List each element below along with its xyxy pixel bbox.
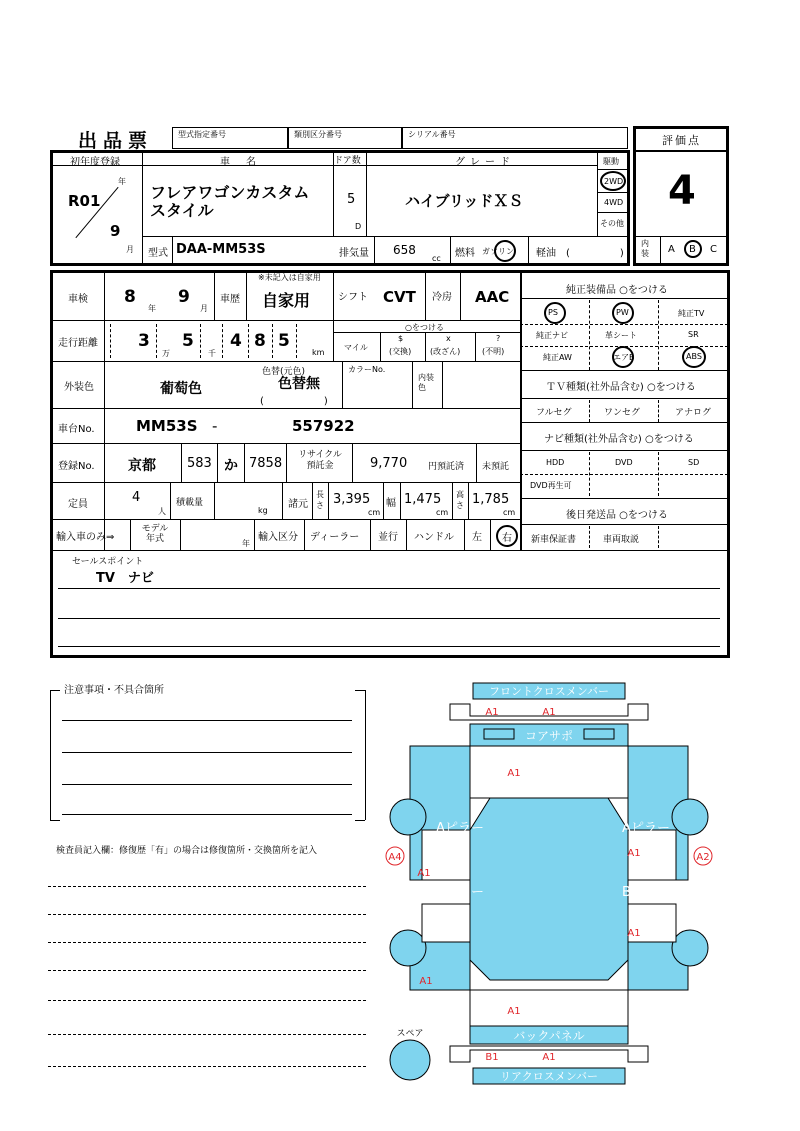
- fuel-gasoline: ガソリン: [482, 247, 514, 256]
- fuel-label: 燃料: [455, 248, 475, 259]
- chassis-prefix: MM53S: [136, 417, 198, 435]
- drive-2wd: 2WD: [604, 177, 624, 186]
- capacity-label: 定員: [68, 499, 88, 510]
- import-parallel: 並行: [378, 532, 398, 543]
- dims-label: 諸元: [288, 499, 308, 510]
- history-note: ※未記入は自家用: [258, 273, 321, 282]
- first-reg-label: 初年度登録: [70, 157, 120, 168]
- reg-number: 7858: [249, 456, 283, 471]
- spare-label: スペア: [396, 1029, 424, 1039]
- mileage-label: 走行距離: [58, 338, 98, 349]
- car-name-label: 車 名: [220, 157, 259, 168]
- mileage-circle-note: ○をつける: [405, 323, 444, 332]
- shift-value: CVT: [383, 288, 416, 306]
- wheel-rear-left: [390, 930, 426, 966]
- mileage-digit-5: 5: [278, 331, 290, 351]
- option-leather: 革シート: [605, 331, 637, 340]
- option-airbag: エアB: [613, 353, 635, 362]
- reg-no-label: 登録No.: [58, 461, 95, 472]
- repaint-value: 色替無: [278, 376, 320, 392]
- wheel-front-left: [390, 799, 426, 835]
- chassis-dash: -: [212, 417, 218, 435]
- mark-engine-room: A1: [507, 768, 521, 779]
- rear-cross-label: リアクロスメンバー: [500, 1070, 598, 1083]
- repaint-label: 色替(元色): [262, 367, 306, 377]
- option-genuine-nav: 純正ナビ: [536, 331, 568, 340]
- inspection-label: 車検: [68, 294, 88, 305]
- length-label: 長さ: [316, 490, 324, 510]
- tv-fullseg: フルセグ: [536, 408, 572, 418]
- mileage-exchange: (交換): [389, 347, 412, 356]
- grade-value: ハイブリッドＸＳ: [405, 192, 524, 210]
- displacement-unit: cc: [432, 254, 441, 263]
- drive-4wd: 4WD: [604, 198, 624, 207]
- b-pillar-right-label: Bピラー: [622, 885, 670, 900]
- tv-title: ＴＶ種類(社外品含む) ○をつける: [546, 382, 696, 393]
- width-unit: cm: [436, 508, 449, 517]
- nav-sd: SD: [688, 458, 700, 467]
- mileage-digit-4: 8: [254, 331, 266, 351]
- handle-right: 右: [502, 533, 512, 544]
- core-support-label: コアサポ: [524, 729, 574, 743]
- sales-point-value: TV ナビ: [96, 571, 154, 586]
- reg-year-unit: 年: [118, 177, 126, 186]
- inspection-month-unit: 月: [200, 304, 208, 313]
- fuel-gasoline-circle: [494, 240, 516, 262]
- reg-month: 9: [110, 222, 121, 240]
- capacity-value: 4: [132, 490, 141, 505]
- nav-dvd-play: DVD再生可: [530, 481, 572, 490]
- color-no-label: カラーNo.: [348, 365, 386, 374]
- option-pw: PW: [616, 308, 629, 317]
- a-pillar-right-label: Aピラー: [622, 821, 670, 836]
- load-label: 積載量: [176, 498, 204, 508]
- later-warranty: 新車保証書: [531, 535, 577, 545]
- reg-era: R01: [68, 192, 101, 210]
- mark-wheel-right: A2: [696, 852, 710, 863]
- grade-label: グレード: [455, 157, 515, 168]
- inspection-year-unit: 年: [148, 304, 156, 313]
- type-designation-label: 型式指定番号: [178, 130, 226, 139]
- mileage-unknown: (不明): [482, 347, 505, 356]
- nav-dvd: DVD: [615, 458, 633, 467]
- recycle-unit: 円預託済: [428, 462, 465, 472]
- mark-apron-left: A1: [417, 868, 431, 879]
- recycle-amount: 9,770: [370, 456, 408, 471]
- mark-luggage: A1: [507, 1006, 521, 1017]
- fuel-diesel: 軽油: [536, 248, 556, 259]
- wheel-front-right: [672, 799, 708, 835]
- genuine-title: 純正装備品 ○をつける: [566, 285, 668, 296]
- mileage-tampered-symbol: x: [446, 334, 451, 343]
- length-unit: cm: [368, 508, 381, 517]
- doors-label: ドア数: [334, 156, 361, 166]
- mark-front-cross-right: A1: [542, 707, 556, 718]
- mark-rear-left: A1: [419, 976, 433, 987]
- mark-front-cross-left: A1: [485, 707, 499, 718]
- drive-other: その他: [600, 219, 624, 228]
- spare-tire: [390, 1040, 430, 1080]
- import-dealer: ディーラー: [310, 532, 360, 543]
- score-label: 評価点: [662, 134, 701, 147]
- mileage-man: 万: [162, 349, 170, 358]
- mileage-digit-3: 4: [230, 331, 242, 351]
- b-pillar-left-label: Bピラー: [436, 885, 484, 900]
- width-label: 幅: [386, 498, 396, 509]
- page-title: 出品票: [78, 130, 154, 152]
- reg-month-unit: 月: [126, 245, 134, 254]
- ac-value: AAC: [475, 288, 510, 306]
- interior-color-label: 内装色: [418, 373, 434, 392]
- fuel-other-paren: ( ): [566, 248, 624, 259]
- interior-grade-label: 内装: [641, 239, 649, 258]
- interior-grade-a: A: [668, 244, 675, 255]
- displacement-label: 排気量: [339, 248, 369, 259]
- mark-apron-right: A1: [627, 848, 641, 859]
- width-value: 1,475: [404, 492, 442, 507]
- engine-room: [470, 746, 628, 798]
- serial-number-label: シリアル番号: [408, 130, 456, 139]
- inspector-label: 検査員記入欄：修復歴「有」の場合は修復箇所・交換箇所を記入: [56, 846, 318, 856]
- chassis-number: 557922: [292, 417, 355, 435]
- shift-label: シフト: [338, 292, 368, 303]
- repaint-paren: ( ): [260, 396, 328, 407]
- later-title: 後日発送品 ○をつける: [566, 510, 668, 521]
- model-label: 型式: [148, 248, 168, 259]
- back-panel-label: バックパネル: [513, 1029, 585, 1043]
- score-value: 4: [668, 168, 696, 214]
- height-unit: cm: [503, 508, 516, 517]
- car-name-line1: フレアワゴンカスタム: [150, 183, 310, 202]
- wheel-rear-right: [672, 930, 708, 966]
- mark-rear-cross-right: A1: [542, 1052, 556, 1063]
- option-genuine-aw: 純正AW: [543, 353, 572, 362]
- model-year-label: モデル年式: [141, 524, 169, 544]
- drive-label: 駆動: [603, 157, 619, 166]
- mileage-unknown-symbol: ?: [496, 334, 501, 343]
- capacity-unit: 人: [158, 507, 166, 516]
- option-genuine-tv: 純正TV: [678, 309, 705, 318]
- category-number-label: 類別区分番号: [294, 130, 342, 139]
- mileage-km: km: [312, 348, 325, 357]
- reg-class: 583: [187, 456, 212, 471]
- option-sr: SR: [688, 330, 699, 339]
- option-abs: ABS: [686, 352, 702, 361]
- interior-grade-c: C: [710, 244, 717, 255]
- inspection-year: 8: [124, 287, 136, 307]
- reg-kana: か: [224, 458, 238, 474]
- import-label: 輸入車のみ⇒: [56, 532, 115, 543]
- inspection-month: 9: [178, 287, 190, 307]
- cabin-floor: [470, 798, 628, 980]
- mileage-sen: 千: [208, 349, 216, 358]
- ac-label: 冷房: [432, 292, 452, 303]
- mark-wheel-left: A4: [388, 852, 402, 863]
- history-value: 自家用: [262, 291, 311, 310]
- front-cross-label: フロントクロスメンバー: [488, 685, 610, 698]
- tv-analog: アナログ: [675, 408, 712, 418]
- tv-oneseg: ワンセグ: [604, 408, 641, 418]
- load-unit: kg: [258, 506, 268, 515]
- height-value: 1,785: [472, 492, 510, 507]
- sales-point-label: セールスポイント: [72, 557, 144, 567]
- chassis-label: 車台No.: [58, 424, 95, 435]
- exterior-color-label: 外装色: [64, 382, 94, 393]
- nav-title: ナビ種類(社外品含む) ○をつける: [544, 434, 694, 445]
- a-pillar-left-label: Aピラー: [436, 821, 484, 836]
- exterior-color-value: 葡萄色: [160, 381, 202, 397]
- import-type-label: 輸入区分: [258, 532, 298, 543]
- height-label: 高さ: [456, 490, 464, 510]
- mileage-digit-1: 3: [138, 331, 150, 351]
- recycle-label: リサイクル預託金: [298, 450, 342, 471]
- luggage-room: [470, 990, 628, 1026]
- recycle-unpaid: 未預託: [482, 462, 510, 472]
- length-value: 3,395: [333, 492, 371, 507]
- option-ps: PS: [548, 308, 558, 317]
- later-manual: 車両取説: [603, 535, 640, 545]
- history-label: 車歴: [220, 294, 240, 305]
- car-damage-diagram: [380, 680, 730, 1090]
- car-name-line2: スタイル: [150, 201, 214, 220]
- mark-rear-cross-left: B1: [485, 1052, 499, 1063]
- displacement-value: 658: [393, 243, 416, 257]
- mileage-mile: マイル: [344, 343, 368, 352]
- doors-value: 5: [347, 192, 356, 207]
- doors-unit: D: [355, 222, 362, 231]
- model-value: DAA-MM53S: [176, 242, 266, 257]
- handle-left: 左: [472, 532, 482, 543]
- mark-rear-right: A1: [627, 928, 641, 939]
- caution-label: 注意事項・不具合箇所: [64, 685, 164, 696]
- mileage-exchange-symbol: $: [398, 334, 404, 343]
- mileage-tampered: (改ざん): [430, 347, 461, 356]
- interior-grade-b: B: [689, 244, 696, 255]
- nav-hdd: HDD: [546, 458, 565, 467]
- reg-area: 京都: [128, 458, 156, 474]
- mileage-digit-2: 5: [182, 331, 194, 351]
- model-year-suffix: 年: [242, 539, 250, 548]
- handle-label: ハンドル: [414, 532, 454, 543]
